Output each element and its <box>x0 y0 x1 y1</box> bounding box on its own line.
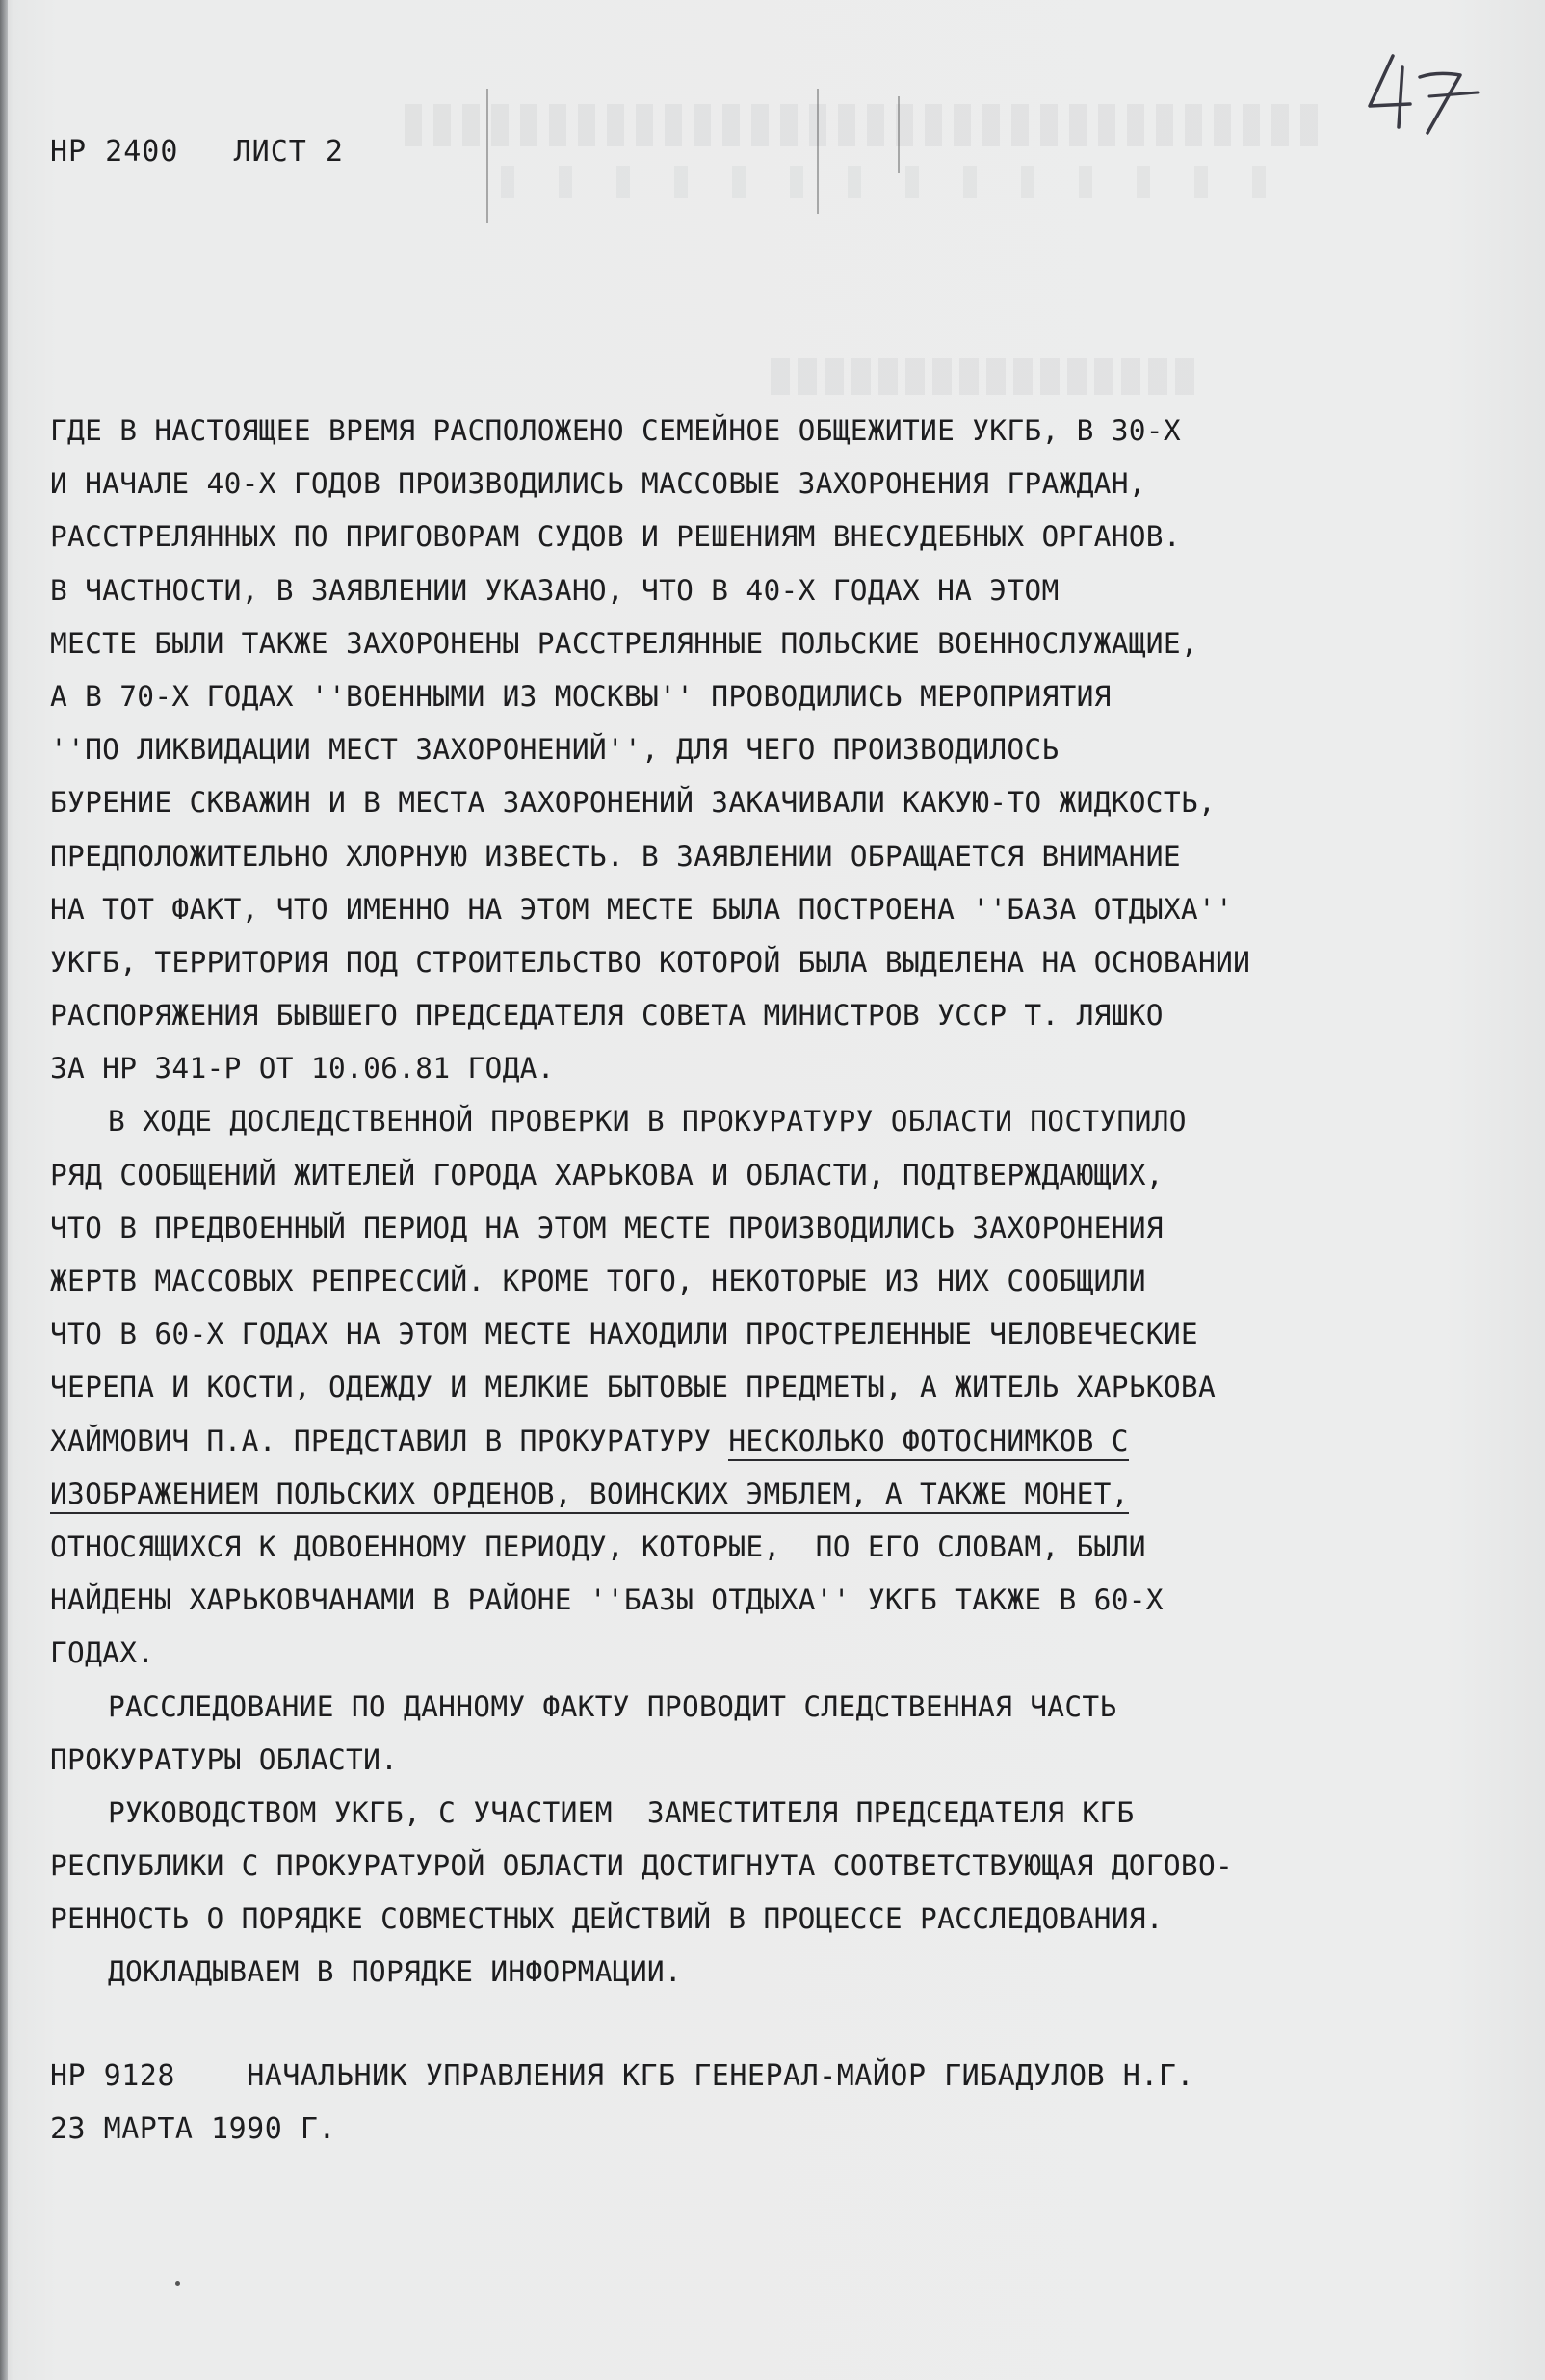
text-line: БУРЕНИЕ СКВАЖИН И В МЕСТА ЗАХОРОНЕНИЙ ЗАКАЧИВАЛИ КАКУЮ-ТО ЖИДКОСТЬ, <box>50 786 1217 820</box>
page-header <box>50 135 344 169</box>
text-line: ЧТО В ПРЕДВОЕННЫЙ ПЕРИОД НА ЭТОМ МЕСТЕ ПРОИЗВОДИЛИСЬ ЗАХОРОНЕНИЯ <box>50 1211 1164 1244</box>
document-body <box>50 405 1250 2000</box>
signature-block <box>50 2050 1194 2156</box>
text-line: РУКОВОДСТВОМ УКГБ, С УЧАСТИЕМ ЗАМЕСТИТЕЛЯ ПРЕДСЕДАТЕЛЯ КГБ <box>108 1795 1135 1829</box>
text-line: А В 70-Х ГОДАХ ''ВОЕННЫМИ ИЗ МОСКВЫ'' ПРОВОДИЛИСЬ МЕРОПРИЯТИЯ <box>50 679 1112 713</box>
text-line: РАСПОРЯЖЕНИЯ БЫВШЕГО ПРЕДСЕДАТЕЛЯ СОВЕТА МИНИСТРОВ УССР Т. ЛЯШКО <box>50 999 1164 1033</box>
text-line: ЧТО В 60-Х ГОДАХ НА ЭТОМ МЕСТЕ НАХОДИЛИ ПРОСТРЕЛЕННЫЕ ЧЕЛОВЕЧЕСКИЕ <box>50 1318 1198 1351</box>
folio-number-glyphs <box>1360 39 1495 144</box>
text-segment: ХАЙМОВИЧ П.А. ПРЕДСТАВИЛ В ПРОКУРАТУРУ <box>50 1424 729 1457</box>
header-sheet-label: ЛИСТ 2 <box>233 135 344 169</box>
text-line: РЯД СООБЩЕНИЙ ЖИТЕЛЕЙ ГОРОДА ХАРЬКОВА И ОБЛАСТИ, ПОДТВЕРЖДАЮЩИХ, <box>50 1158 1164 1191</box>
text-line: УКГБ, ТЕРРИТОРИЯ ПОД СТРОИТЕЛЬСТВО КОТОРОЙ БЫЛА ВЫДЕЛЕНА НА ОСНОВАНИИ <box>50 945 1251 979</box>
signature-line <box>50 2050 1194 2103</box>
text-line: ЗА НР 341-Р ОТ 10.06.81 ГОДА. <box>50 1052 555 1085</box>
header-document-number: НР 2400 <box>50 135 179 169</box>
text-line: РЕННОСТЬ О ПОРЯДКЕ СОВМЕСТНЫХ ДЕЙСТВИЙ В ПРОЦЕССЕ РАССЛЕДОВАНИЯ. <box>50 1902 1164 1936</box>
show-through-text <box>405 104 1329 146</box>
text-line: И НАЧАЛЕ 40-Х ГОДОВ ПРОИЗВОДИЛИСЬ МАССОВЫЕ ЗАХОРОНЕНИЯ ГРАЖДАН, <box>50 467 1146 501</box>
text-line: РАССТРЕЛЯННЫХ ПО ПРИГОВОРАМ СУДОВ И РЕШЕНИЯМ ВНЕСУДЕБНЫХ ОРГАНОВ. <box>50 520 1181 554</box>
text-line: РАССЛЕДОВАНИЕ ПО ДАННОМУ ФАКТУ ПРОВОДИТ СЛЕДСТВЕННАЯ ЧАСТЬ <box>108 1689 1117 1723</box>
text-line: ДОКЛАДЫВАЕМ В ПОРЯДКЕ ИНФОРМАЦИИ. <box>108 1955 682 1989</box>
text-line: ОТНОСЯЩИХСЯ К ДОВОЕННОМУ ПЕРИОДУ, КОТОРЫЕ, ПО ЕГО СЛОВАМ, БЫЛИ <box>50 1530 1146 1563</box>
text-line: НАЙДЕНЫ ХАРЬКОВЧАНАМИ В РАЙОНЕ ''БАЗЫ ОТДЫХА'' УКГБ ТАКЖЕ В 60-Х <box>50 1583 1164 1617</box>
show-through-text <box>771 358 1194 395</box>
text-line: МЕСТЕ БЫЛИ ТАКЖЕ ЗАХОРОНЕНЫ РАССТРЕЛЯННЫЕ ПОЛЬСКИЕ ВОЕННОСЛУЖАЩИЕ, <box>50 626 1198 660</box>
text-line-with-underline <box>50 1468 1250 1521</box>
text-line: ГОДАХ. <box>50 1636 155 1670</box>
text-line: ЖЕРТВ МАССОВЫХ РЕПРЕССИЙ. КРОМЕ ТОГО, НЕКОТОРЫЕ ИЗ НИХ СООБЩИЛИ <box>50 1265 1146 1297</box>
text-line: НА ТОТ ФАКТ, ЧТО ИМЕННО НА ЭТОМ МЕСТЕ БЫЛА ПОСТРОЕНА ''БАЗА ОТДЫХА'' <box>50 892 1234 926</box>
text-line: ГДЕ В НАСТОЯЩЕЕ ВРЕМЯ РАСПОЛОЖЕНО СЕМЕЙНОЕ ОБЩЕЖИТИЕ УКГБ, В 30-Х <box>50 414 1181 447</box>
text-line: ''ПО ЛИКВИДАЦИИ МЕСТ ЗАХОРОНЕНИЙ'', ДЛЯ ЧЕГО ПРОИЗВОДИЛОСЬ <box>50 733 1060 767</box>
text-line-with-underline <box>50 1415 1250 1468</box>
handwritten-folio-number <box>1360 39 1495 144</box>
underlined-phrase: ИЗОБРАЖЕНИЕМ ПОЛЬСКИХ ОРДЕНОВ, ВОИНСКИХ ЭМБЛЕМ, А ТАКЖЕ МОНЕТ, <box>50 1478 1129 1514</box>
text-line: ПРЕДПОЛОЖИТЕЛЬНО ХЛОРНУЮ ИЗВЕСТЬ. В ЗАЯВЛЕНИИ ОБРАЩАЕТСЯ ВНИМАНИЕ <box>50 839 1181 873</box>
document-date: 23 МАРТА 1990 Г. <box>50 2112 336 2146</box>
outgoing-number: НР 9128 <box>50 2059 175 2093</box>
text-line: РЕСПУБЛИКИ С ПРОКУРАТУРОЙ ОБЛАСТИ ДОСТИГНУТА СООТВЕТСТВУЮЩАЯ ДОГОВО- <box>50 1849 1234 1883</box>
text-line: ЧЕРЕПА И КОСТИ, ОДЕЖДУ И МЕЛКИЕ БЫТОВЫЕ ПРЕДМЕТЫ, А ЖИТЕЛЬ ХАРЬКОВА <box>50 1371 1217 1404</box>
paper-speck <box>175 2281 180 2286</box>
binding-edge <box>0 0 8 2380</box>
text-line: В ЧАСТНОСТИ, В ЗАЯВЛЕНИИ УКАЗАНО, ЧТО В 40-Х ГОДАХ НА ЭТОМ <box>50 573 1060 607</box>
show-through-text <box>501 166 1310 198</box>
underlined-phrase: НЕСКОЛЬКО ФОТОСНИМКОВ С <box>728 1425 1128 1461</box>
text-line: ПРОКУРАТУРЫ ОБЛАСТИ. <box>50 1742 399 1776</box>
signer-title-name: НАЧАЛЬНИК УПРАВЛЕНИЯ КГБ ГЕНЕРАЛ-МАЙОР ГИБАДУЛОВ Н.Г. <box>247 2059 1194 2093</box>
text-line: В ХОДЕ ДОСЛЕДСТВЕННОЙ ПРОВЕРКИ В ПРОКУРАТУРУ ОБЛАСТИ ПОСТУПИЛО <box>108 1105 1187 1138</box>
